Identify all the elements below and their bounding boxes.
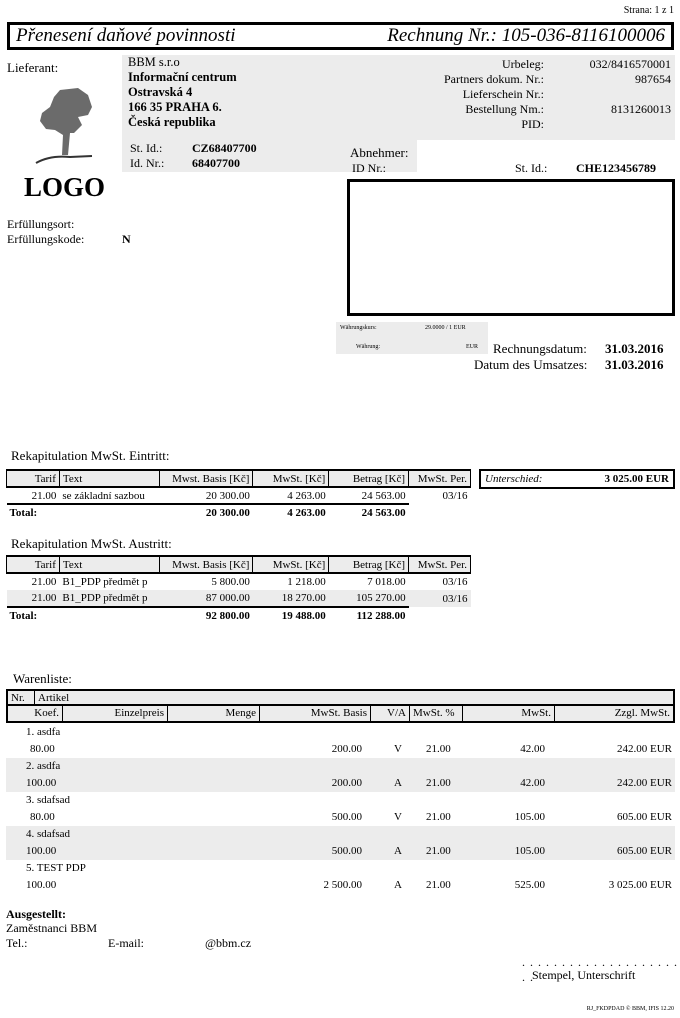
item-name: 4. sdafsad bbox=[26, 828, 70, 840]
item-total: 605.00 EUR bbox=[617, 811, 672, 823]
rate-label: Währungskurs: bbox=[340, 325, 377, 331]
fulfillment-code-label: Erfüllungskode: bbox=[7, 232, 85, 246]
item-total: 605.00 EUR bbox=[617, 845, 672, 857]
ref-row bbox=[417, 102, 675, 117]
supplier-line: Ostravská 4 bbox=[128, 85, 193, 99]
logo-text: LOGO bbox=[24, 172, 106, 202]
difference-value: 3 025.00 EUR bbox=[604, 473, 669, 485]
item-name: 3. sdafsad bbox=[26, 794, 70, 806]
table-row bbox=[7, 573, 471, 590]
cell: 18 270.00 bbox=[253, 590, 329, 607]
table-row bbox=[7, 487, 471, 504]
supplier-line: Informační centrum bbox=[128, 70, 237, 84]
col-header: Koef. bbox=[8, 706, 63, 721]
col-header: Betrag [Kč] bbox=[329, 556, 409, 573]
item-pct: 21.00 bbox=[426, 743, 451, 755]
ref-key: PID: bbox=[521, 117, 544, 131]
item-row bbox=[6, 792, 675, 826]
ref-key: Bestellung Nm.: bbox=[465, 102, 544, 116]
cell: 03/16 bbox=[442, 490, 468, 502]
col-header: Nr. bbox=[8, 691, 35, 704]
col-header: V/A bbox=[371, 706, 410, 721]
supplier-ids bbox=[130, 141, 257, 171]
col-header: Einzelpreis bbox=[63, 706, 168, 721]
title-bar bbox=[7, 22, 674, 50]
supplier-line: Česká republika bbox=[128, 115, 216, 129]
supplier-line: 166 35 PRAHA 6. bbox=[128, 100, 222, 114]
item-mwst: 525.00 bbox=[514, 879, 545, 891]
cell: 24 563.00 bbox=[329, 504, 409, 521]
item-mwst: 42.00 bbox=[520, 777, 545, 789]
cell: 20 300.00 bbox=[159, 504, 253, 521]
col-header: Text bbox=[59, 470, 159, 487]
item-basis: 200.00 bbox=[331, 743, 362, 755]
reference-list bbox=[417, 57, 675, 132]
cell bbox=[409, 504, 471, 521]
page-number: Strana: 1 z 1 bbox=[623, 5, 674, 16]
cell: se základní sazbou bbox=[62, 489, 145, 502]
ref-value bbox=[544, 87, 675, 102]
item-va: A bbox=[394, 879, 402, 891]
col-header: Zzgl. MwSt. bbox=[614, 707, 670, 719]
ref-key: Partners dokum. Nr.: bbox=[444, 72, 544, 86]
item-total: 3 025.00 EUR bbox=[608, 879, 672, 891]
signature-line: . . . . . . . . . . . . . . . . . . . . . . bbox=[522, 955, 678, 984]
cell: 4 263.00 bbox=[253, 504, 329, 521]
total-label: Total: bbox=[7, 504, 160, 521]
cell: 19 488.00 bbox=[253, 607, 329, 624]
customer-st-label: St. Id.: bbox=[515, 161, 548, 175]
cell: 7 018.00 bbox=[367, 576, 406, 588]
ref-key: Lieferschein Nr.: bbox=[462, 87, 544, 101]
signature-label: Stempel, Unterschrift bbox=[532, 968, 636, 982]
item-koef: 100.00 bbox=[26, 777, 57, 789]
customer-address-box bbox=[347, 179, 675, 316]
cell: 87 000.00 bbox=[159, 590, 253, 607]
col-header: Tarif bbox=[7, 556, 60, 573]
recap-in-table bbox=[6, 469, 471, 521]
cell: 1 218.00 bbox=[287, 576, 326, 588]
rate-value: 29.0000 / 1 EUR bbox=[425, 325, 466, 331]
item-row bbox=[6, 826, 675, 860]
fulfillment-code: N bbox=[122, 232, 131, 246]
id-nr-value: 68407700 bbox=[192, 156, 240, 170]
item-name: 2. asdfa bbox=[26, 760, 61, 772]
col-header: MwSt. Per. bbox=[409, 556, 471, 573]
cell: 21.00 bbox=[7, 590, 60, 607]
item-name: 5. TEST PDP bbox=[26, 862, 86, 874]
item-basis: 2 500.00 bbox=[323, 879, 362, 891]
col-header: MwSt. Basis bbox=[260, 706, 371, 721]
ref-value: 032/8416570001 bbox=[589, 57, 671, 71]
cell: 21.00 bbox=[31, 489, 57, 502]
tx-date: 31.03.2016 bbox=[605, 357, 664, 372]
item-pct: 21.00 bbox=[426, 777, 451, 789]
supplier-label: Lieferant: bbox=[7, 60, 59, 75]
total-row bbox=[7, 607, 471, 624]
st-id-label: St. Id.: bbox=[130, 141, 163, 155]
item-pct: 21.00 bbox=[426, 879, 451, 891]
tx-date-label: Datum des Umsatzes: bbox=[474, 357, 588, 372]
difference-box bbox=[479, 469, 675, 489]
ref-key: Urbeleg: bbox=[502, 57, 544, 71]
ref-value: 8131260013 bbox=[611, 102, 671, 116]
cell: 92 800.00 bbox=[159, 607, 253, 624]
col-header: MwSt. bbox=[463, 706, 555, 721]
supplier-line: BBM s.r.o bbox=[128, 55, 180, 69]
email-label: E-mail: bbox=[108, 936, 144, 950]
cell: 20 300.00 bbox=[205, 489, 250, 502]
item-koef: 80.00 bbox=[30, 743, 55, 755]
cell: 105 270.00 bbox=[329, 590, 409, 607]
recap-out-title: Rekapitulation MwSt. Austritt: bbox=[11, 536, 172, 551]
customer-st-id: CHE123456789 bbox=[576, 161, 657, 175]
recap-out-table bbox=[6, 555, 471, 624]
cell: 24 563.00 bbox=[361, 489, 406, 502]
col-header: Mwst. Basis [Kč] bbox=[159, 556, 253, 573]
item-koef: 100.00 bbox=[26, 879, 57, 891]
col-header: Menge bbox=[168, 706, 260, 721]
ref-row bbox=[417, 117, 675, 132]
difference-label: Unterschied: bbox=[485, 473, 543, 485]
cell bbox=[409, 607, 471, 624]
total-row bbox=[7, 504, 471, 521]
customer-label: Abnehmer: bbox=[350, 145, 409, 160]
tel-label: Tel.: bbox=[6, 936, 28, 950]
item-va: A bbox=[394, 845, 402, 857]
footer-code: RJ_FKDPDAD © BBM, IFIS 12.20 bbox=[586, 1006, 674, 1012]
item-total: 242.00 EUR bbox=[617, 743, 672, 755]
items-header-2 bbox=[6, 706, 675, 723]
cell: 112 288.00 bbox=[329, 607, 409, 624]
customer-id-label: ID Nr.: bbox=[352, 161, 386, 175]
item-mwst: 105.00 bbox=[514, 845, 545, 857]
col-header: MwSt. Per. bbox=[409, 470, 471, 487]
item-va: V bbox=[394, 743, 402, 755]
col-header: Tarif bbox=[7, 470, 60, 487]
item-row bbox=[6, 724, 675, 758]
invoice-number: Rechnung Nr.: 105-036-8116100006 bbox=[387, 25, 665, 46]
issued-label: Ausgestellt: bbox=[6, 907, 66, 921]
cell: 21.00 bbox=[31, 576, 57, 588]
col-header: Mwst. Basis [Kč] bbox=[159, 470, 253, 487]
items-header-1 bbox=[6, 689, 675, 706]
tree-logo-icon bbox=[30, 85, 110, 170]
col-header: Betrag [Kč] bbox=[329, 470, 409, 487]
item-pct: 21.00 bbox=[426, 845, 451, 857]
ref-value: 987654 bbox=[635, 72, 671, 86]
ref-row bbox=[417, 72, 675, 87]
col-header: MwSt. [Kč] bbox=[253, 470, 329, 487]
recap-in-title: Rekapitulation MwSt. Eintritt: bbox=[11, 448, 170, 463]
item-koef: 80.00 bbox=[30, 811, 55, 823]
cell: 4 263.00 bbox=[287, 489, 326, 502]
id-nr-label: Id. Nr.: bbox=[130, 156, 165, 170]
col-header: Artikel bbox=[38, 692, 70, 704]
col-header: MwSt. [Kč] bbox=[253, 556, 329, 573]
item-va: A bbox=[394, 777, 402, 789]
issued-name: Zaměstnanci BBM bbox=[6, 921, 97, 935]
st-id-value: CZ68407700 bbox=[192, 141, 257, 155]
fulfillment-place-label: Erfüllungsort: bbox=[7, 217, 75, 231]
currency-label: Währung: bbox=[356, 344, 380, 350]
item-koef: 100.00 bbox=[26, 845, 57, 857]
item-pct: 21.00 bbox=[426, 811, 451, 823]
item-basis: 500.00 bbox=[331, 845, 362, 857]
item-row bbox=[6, 758, 675, 792]
cell: 5 800.00 bbox=[211, 576, 250, 588]
ref-row bbox=[417, 87, 675, 102]
cell: 03/16 bbox=[442, 576, 468, 588]
invoice-date-label: Rechnungsdatum: bbox=[493, 341, 587, 356]
col-header: MwSt. % bbox=[410, 706, 463, 721]
cell: B1_PDP předmět p bbox=[62, 576, 148, 588]
item-name: 1. asdfa bbox=[26, 726, 61, 738]
item-row bbox=[6, 860, 675, 894]
invoice-date: 31.03.2016 bbox=[605, 341, 664, 356]
total-label: Total: bbox=[7, 607, 160, 624]
item-total: 242.00 EUR bbox=[617, 777, 672, 789]
currency-value: EUR bbox=[466, 344, 478, 350]
item-mwst: 105.00 bbox=[514, 811, 545, 823]
ref-value bbox=[544, 117, 675, 132]
item-va: V bbox=[394, 811, 402, 823]
table-row bbox=[7, 590, 471, 607]
email-value: @bbm.cz bbox=[205, 936, 252, 950]
cell: 03/16 bbox=[409, 590, 471, 607]
items-title: Warenliste: bbox=[13, 671, 72, 686]
document-title: Přenesení daňové povinnosti bbox=[16, 25, 236, 46]
item-basis: 500.00 bbox=[331, 811, 362, 823]
cell: B1_PDP předmět p bbox=[59, 590, 159, 607]
col-header: Text bbox=[59, 556, 159, 573]
item-mwst: 42.00 bbox=[520, 743, 545, 755]
ref-row bbox=[417, 57, 675, 72]
item-basis: 200.00 bbox=[331, 777, 362, 789]
